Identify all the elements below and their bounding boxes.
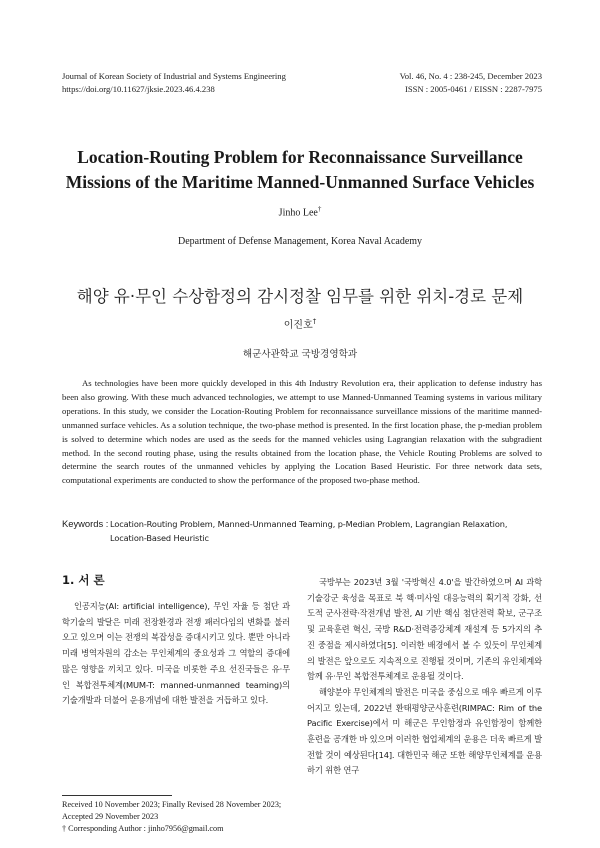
section-heading: 1. 서 론 [62, 573, 105, 587]
keywords [62, 517, 542, 545]
body-left-column [62, 599, 290, 709]
author-ko [0, 316, 600, 331]
title-en-line-1: Location-Routing Problem for Reconnaissance Surveillance [77, 147, 523, 167]
body-right-column [307, 575, 542, 779]
paper-title-ko: 해양 유·무인 수상함정의 감시정찰 임무를 위한 위치-경로 문제 [76, 287, 524, 306]
volume-header [400, 70, 542, 96]
author-name-ko: 이진호 [283, 320, 313, 331]
body-paragraph: 인공지능(AI: artificial intelligence), 무인 자율 등 첨단 과학기술의 발달은 미래 전장환경과 전쟁 패러다임의 변화를 불러오고 있으며 이는 전쟁의 복잡성을 증대시키고 있다. 뿐만 아니라 미래 병역자원의 감소는 무인체계의 중요성과 그 역할의 증대에 많은 영향을 끼치고 있다. 미국을 비롯한 주요 선진국들은 유·무인 복합전투체계(MUM-T: manned-unmanned teaming)의 기술개발과 더불어 운용개념에 대한 발전을 거듭하고 있다. [62, 601, 290, 706]
paper-title-en [40, 145, 560, 195]
keywords-list [110, 517, 540, 545]
corresponding-mark-ko: † [312, 317, 317, 326]
author-name-en: Jinho Lee [278, 207, 318, 219]
footnote [62, 799, 292, 836]
keywords-line-1: Location-Routing Problem, Manned-Unmanned Teaming, p-Median Problem, Lagrangian Relaxation, [110, 519, 508, 529]
footnote-received: Received 10 November 2023; Finally Revised 28 November 2023; [62, 800, 282, 809]
footnote-corresponding: † Corresponding Author : jinho7956@gmail.com [62, 824, 224, 834]
doi-link[interactable]: https://doi.org/10.11627/jksie.2023.46.4.238 [62, 84, 215, 94]
journal-header [62, 70, 286, 96]
corresponding-mark: † [317, 205, 322, 213]
body-paragraph: 해양분야 무인체계의 발전은 미국을 중심으로 매우 빠르게 이루어지고 있는데, 2022년 환태평양군사훈련(RIMPAC: Rim of the Pacific Exercise)에서 미 해군은 무인함정과 유인함정이 함께한 훈련을 공개한 바 있으며 이러한 협업체계의 운용은 더욱 빠르게 발전할 것이 예상된다[14]. 대한민국 해군 또한 해양무인체계를 운용하기 위한 연구 [307, 686, 542, 776]
footnote-accepted: Accepted 29 November 2023 [62, 812, 159, 822]
issn-info: ISSN : 2005-0461 / EISSN : 2287-7975 [404, 84, 542, 94]
body-paragraph: 국방부는 2023년 3월 '국방혁신 4.0'을 발간하였으며 AI 과학기술강군 육성을 목표로 북 핵·미사일 대응능력의 획기적 강화, 선도적 군사전략·작전개념 발전, AI 기반 핵심 첨단전력 확보, 군구조 및 교육훈련 혁신, 국방 R&D·전력증강체계 재설계 등 5가지의 추진 중점을 제시하였다[5]. 이러한 배경에서 볼 수 있듯이 무인체계의 발전은 앞으로도 지속적으로 진행될 것이며, 기존의 유인체계와 함께 유·무인 복합전투체계로 운용될 것이다. [307, 577, 542, 682]
journal-name: Journal of Korean Society of Industrial and Systems Engineering [62, 71, 286, 81]
keywords-label: Keywords : [62, 518, 109, 529]
title-en-line-2: Missions of the Maritime Manned-Unmanned Surface Vehicles [65, 172, 535, 192]
affiliation-ko: 해군사관학교 국방경영학과 [242, 349, 358, 360]
footnote-divider [62, 795, 172, 796]
affiliation-en: Department of Defense Management, Korea Naval Academy [177, 236, 423, 247]
abstract: As technologies have been more quickly developed in this 4th Industry Revolution era, their application to defense industry has been also growing. With these much advanced technologies, we attempt to use Manned-Unmanned Teaming systems in various military operations. In this study, we consider the Location-Routing Problem for reconnaissance surveillance missions of the maritime manned-unmanned surface vehicles. As a solution technique, the two-phase method is presented. In the first location phase, the p-median problem is solved to determine which nodes are used as the seeds for the manned vehicles using Lagrangian relaxation with the subgradient method. In the second routing phase, using the results obtained from the location phase, the Vehicle Routing Problems are solved to determine the search routes of the unmanned vehicles by applying the Location Based Heuristic. For three network data sets, computational experiments are conducted to show the performance of the proposed two-phase method. [62, 378, 542, 486]
volume-info: Vol. 46, No. 4 : 238-245, December 2023 [399, 71, 542, 81]
keywords-line-2: Location-Based Heuristic [110, 533, 209, 543]
author-en [0, 205, 600, 218]
